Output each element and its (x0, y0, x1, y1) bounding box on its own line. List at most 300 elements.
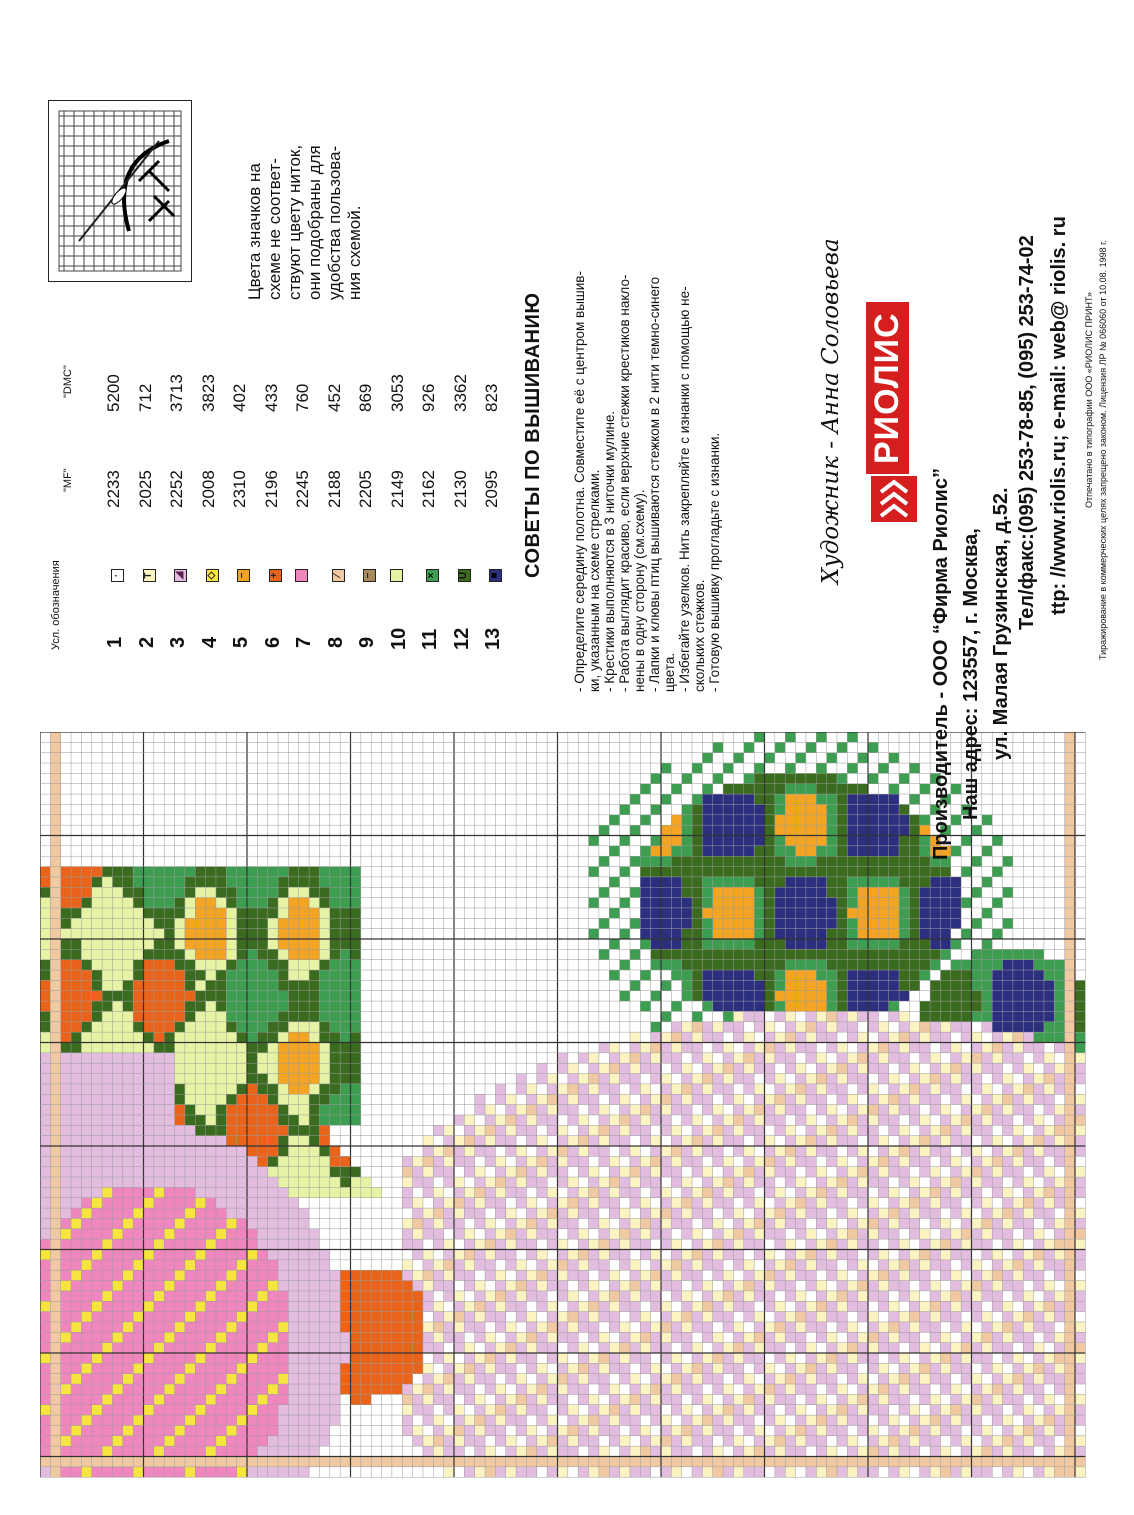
stitch-cell (1075, 1032, 1085, 1042)
stitch-cell (1065, 1291, 1075, 1301)
stitch-cell (1065, 908, 1075, 918)
stitch-cell (71, 1343, 81, 1353)
stitch-cell (847, 1332, 857, 1342)
stitch-cell (433, 1312, 443, 1322)
stitch-cell (589, 887, 599, 897)
stitch-cell (206, 1011, 216, 1021)
stitch-cell (889, 939, 899, 949)
stitch-cell (71, 1301, 81, 1311)
stitch-cell (733, 1084, 743, 1094)
stitch-cell (1003, 1291, 1013, 1301)
stitch-cell (330, 898, 340, 908)
stitch-cell (475, 1250, 485, 1260)
stitch-cell (630, 794, 640, 804)
stitch-cell (1065, 773, 1075, 783)
stitch-cell (206, 1312, 216, 1322)
stitch-cell (1034, 1270, 1044, 1280)
stitch-cell (247, 1001, 257, 1011)
stitch-cell (1003, 1032, 1013, 1042)
stitch-cell (1003, 1198, 1013, 1208)
stitch-cell (982, 1301, 992, 1311)
stitch-cell (175, 1270, 185, 1280)
stitch-cell (206, 908, 216, 918)
stitch-cell (237, 1343, 247, 1353)
stitch-cell (495, 1177, 505, 1187)
stitch-cell (1003, 1084, 1013, 1094)
stitch-cell (992, 1001, 1002, 1011)
stitch-cell (702, 1208, 712, 1218)
stitch-cell (288, 1167, 298, 1177)
stitch-cell (433, 1291, 443, 1301)
stitch-cell (1065, 1332, 1075, 1342)
stitch-cell (713, 949, 723, 959)
stitch-cell (268, 1363, 278, 1373)
stitch-cell (796, 1167, 806, 1177)
stitch-cell (868, 1053, 878, 1063)
stitch-cell (909, 1229, 919, 1239)
stitch-cell (682, 1374, 692, 1384)
stitch-cell (288, 887, 298, 897)
stitch-cell (123, 908, 133, 918)
stitch-cell (257, 1001, 267, 1011)
stitch-cell (537, 1208, 547, 1218)
stitch-cell (930, 1187, 940, 1197)
stitch-cell (195, 1156, 205, 1166)
stitch-cell (909, 846, 919, 856)
stitch-cell (257, 908, 267, 918)
stitch-cell (226, 887, 236, 897)
stitch-cell (226, 1374, 236, 1384)
stitch-cell (92, 1105, 102, 1115)
stitch-cell (216, 1353, 226, 1363)
stitch-cell (1065, 1001, 1075, 1011)
stitch-cell (744, 991, 754, 1001)
stitch-cell (837, 1187, 847, 1197)
stitch-cell (951, 1187, 961, 1197)
stitch-cell (961, 1053, 971, 1063)
stitch-cell (81, 1343, 91, 1353)
stitch-cell (154, 1301, 164, 1311)
stitch-cell (164, 1063, 174, 1073)
stitch-cell (744, 939, 754, 949)
stitch-cell (640, 1229, 650, 1239)
stitch-cell (516, 1229, 526, 1239)
stitch-cell (81, 1394, 91, 1404)
stitch-cell (226, 1291, 236, 1301)
stitch-cell (475, 1239, 485, 1249)
stitch-cell (827, 1167, 837, 1177)
stitch-cell (620, 991, 630, 1001)
stitch-cell (930, 1229, 940, 1239)
stitch-cell (40, 1146, 50, 1156)
stitch-cell (868, 1156, 878, 1166)
stitch-cell (889, 1384, 899, 1394)
stitch-cell (868, 836, 878, 846)
stitch-cell (868, 1229, 878, 1239)
stitch-cell (889, 1363, 899, 1373)
stitch-cell (81, 970, 91, 980)
stitch-cell (133, 929, 143, 939)
stitch-cell (651, 1032, 661, 1042)
stitch-cell (1034, 1250, 1044, 1260)
stitch-cell (164, 1001, 174, 1011)
stitch-cell (827, 1343, 837, 1353)
stitch-cell (485, 1374, 495, 1384)
stitch-cell (816, 1394, 826, 1404)
stitch-cell (837, 1384, 847, 1394)
stitch-cell (733, 794, 743, 804)
stitch-cell (889, 1094, 899, 1104)
stitch-cell (226, 1063, 236, 1073)
stitch-cell (288, 1043, 298, 1053)
stitch-cell (589, 856, 599, 866)
stitch-cell (319, 991, 329, 1001)
stitch-cell (620, 1094, 630, 1104)
stitch-cell (1013, 1384, 1023, 1394)
stitch-cell (972, 1198, 982, 1208)
stitch-cell (185, 1312, 195, 1322)
stitch-cell (878, 1177, 888, 1187)
stitch-cell (733, 1011, 743, 1021)
stitch-cell (392, 1301, 402, 1311)
stitch-cell (123, 1312, 133, 1322)
stitch-cell (475, 1312, 485, 1322)
stitch-cell (920, 856, 930, 866)
stitch-cell (216, 1260, 226, 1270)
stitch-cell (164, 1011, 174, 1021)
stitch-cell (154, 1353, 164, 1363)
stitch-cell (599, 960, 609, 970)
stitch-cell (92, 1239, 102, 1249)
stitch-cell (319, 1187, 329, 1197)
stitch-cell (1065, 1343, 1075, 1353)
stitch-cell (930, 1239, 940, 1249)
stitch-cell (806, 908, 816, 918)
stitch-cell (765, 1281, 775, 1291)
stitch-cell (723, 960, 733, 970)
stitch-cell (237, 1312, 247, 1322)
stitch-cell (361, 1291, 371, 1301)
stitch-cell (620, 1301, 630, 1311)
stitch-cell (744, 1394, 754, 1404)
stitch-cell (216, 1146, 226, 1156)
stitch-cell (733, 1177, 743, 1187)
stitch-cell (961, 898, 971, 908)
stitch-cell (847, 1198, 857, 1208)
stitch-cell (144, 908, 154, 918)
stitch-cell (847, 1229, 857, 1239)
stitch-cell (112, 1291, 122, 1301)
stitch-cell (319, 980, 329, 990)
stitch-cell (785, 1136, 795, 1146)
stitch-cell (940, 867, 950, 877)
stitch-cell (185, 1146, 195, 1156)
stitch-cell (1065, 991, 1075, 1001)
stitch-cell (1044, 1094, 1054, 1104)
stitch-cell (972, 939, 982, 949)
stitch-cell (102, 1332, 112, 1342)
stitch-cell (858, 1053, 868, 1063)
stitch-cell (754, 732, 764, 742)
stitch-cell (1023, 1332, 1033, 1342)
stitch-cell (744, 1043, 754, 1053)
stitch-cell (558, 1084, 568, 1094)
stitch-cell (278, 1260, 288, 1270)
stitch-cell (827, 898, 837, 908)
stitch-cell (81, 1312, 91, 1322)
stitch-cell (992, 1187, 1002, 1197)
stitch-cell (620, 1384, 630, 1394)
stitch-cell (661, 1353, 671, 1363)
stitch-cell (620, 939, 630, 949)
stitch-cell (340, 1332, 350, 1342)
stitch-cell (785, 1353, 795, 1363)
stitch-cell (920, 815, 930, 825)
stitch-cell (827, 1094, 837, 1104)
stitch-cell (599, 929, 609, 939)
stitch-cell (661, 1136, 671, 1146)
stitch-cell (1013, 1125, 1023, 1135)
stitch-cell (961, 1084, 971, 1094)
stitch-cell (61, 1022, 71, 1032)
stitch-cell (495, 1156, 505, 1166)
stitch-cell (806, 1146, 816, 1156)
stitch-cell (216, 970, 226, 980)
stitch-cell (754, 784, 764, 794)
stitch-cell (682, 1125, 692, 1135)
stitch-cell (206, 1156, 216, 1166)
stitch-cell (868, 1239, 878, 1249)
stitch-cell (506, 1281, 516, 1291)
stitch-cell (692, 1384, 702, 1394)
stitch-cell (972, 1136, 982, 1146)
stitch-cell (257, 1063, 267, 1073)
stitch-cell (299, 1218, 309, 1228)
stitch-cell (640, 1250, 650, 1260)
stitch-cell (640, 1053, 650, 1063)
stitch-cell (268, 1281, 278, 1291)
stitch-cell (340, 970, 350, 980)
stitch-cell (1065, 1146, 1075, 1156)
stitch-cell (340, 949, 350, 959)
stitch-cell (733, 1353, 743, 1363)
stitch-cell (640, 1363, 650, 1373)
stitch-cell (423, 1312, 433, 1322)
stitch-cell (268, 1011, 278, 1021)
stitch-cell (361, 1384, 371, 1394)
stitch-cell (972, 1281, 982, 1291)
stitch-cell (868, 1260, 878, 1270)
stitch-cell (340, 1043, 350, 1053)
stitch-cell (226, 991, 236, 1001)
stitch-cell (920, 1384, 930, 1394)
stitch-cell (237, 970, 247, 980)
stitch-cell (765, 1312, 775, 1322)
stitch-cell (640, 991, 650, 1001)
stitch-cell (40, 980, 50, 990)
stitch-cell (402, 1270, 412, 1280)
stitch-cell (920, 918, 930, 928)
stitch-cell (692, 825, 702, 835)
stitch-cell (268, 980, 278, 990)
stitch-cell (651, 1218, 661, 1228)
stitch-cell (671, 1270, 681, 1280)
stitch-cell (340, 939, 350, 949)
stitch-cell (154, 1011, 164, 1021)
stitch-cell (247, 1394, 257, 1404)
stitch-cell (485, 1250, 495, 1260)
stitch-cell (713, 1115, 723, 1125)
stitch-cell (682, 929, 692, 939)
stitch-cell (816, 877, 826, 887)
stitch-cell (92, 1063, 102, 1073)
stitch-cell (309, 1136, 319, 1146)
stitch-cell (216, 1156, 226, 1166)
stitch-cell (671, 1343, 681, 1353)
stitch-cell (1054, 1177, 1064, 1187)
stitch-cell (299, 1384, 309, 1394)
stitch-cell (185, 1136, 195, 1146)
stitch-cell (878, 1270, 888, 1280)
stitch-cell (1003, 1312, 1013, 1322)
stitch-cell (806, 1260, 816, 1270)
stitch-cell (206, 1353, 216, 1363)
stitch-cell (1075, 1136, 1085, 1146)
stitch-cell (847, 1394, 857, 1404)
stitch-cell (909, 804, 919, 814)
stitch-cell (288, 1001, 298, 1011)
stitch-cell (909, 1094, 919, 1104)
stitch-cell (620, 1167, 630, 1177)
stitch-cell (1075, 1187, 1085, 1197)
stitch-cell (713, 918, 723, 928)
stitch-cell (744, 1022, 754, 1032)
stitch-cell (413, 1301, 423, 1311)
stitch-cell (765, 1270, 775, 1280)
stitch-cell (537, 1363, 547, 1373)
stitch-cell (1023, 1146, 1033, 1156)
stitch-cell (578, 1312, 588, 1322)
stitch-cell (226, 939, 236, 949)
stitch-cell (568, 1053, 578, 1063)
stitch-cell (692, 1105, 702, 1115)
stitch-cell (671, 1250, 681, 1260)
stitch-cell (61, 929, 71, 939)
stitch-cell (102, 1218, 112, 1228)
stitch-cell (133, 1084, 143, 1094)
stitch-cell (671, 949, 681, 959)
stitch-cell (112, 1312, 122, 1322)
stitch-cell (164, 1322, 174, 1332)
stitch-cell (81, 1281, 91, 1291)
stitch-cell (982, 1094, 992, 1104)
stitch-cell (961, 1156, 971, 1166)
stitch-cell (620, 856, 630, 866)
stitch-cell (868, 1218, 878, 1228)
stitch-cell (71, 1094, 81, 1104)
stitch-cell (61, 1270, 71, 1280)
stitch-cell (1065, 1084, 1075, 1094)
stitch-cell (785, 1229, 795, 1239)
stitch-cell (785, 970, 795, 980)
stitch-cell (61, 960, 71, 970)
stitch-cell (237, 1353, 247, 1363)
stitch-cell (50, 1094, 60, 1104)
stitch-cell (1013, 1146, 1023, 1156)
stitch-cell (754, 929, 764, 939)
stitch-cell (237, 1063, 247, 1073)
stitch-cell (982, 1198, 992, 1208)
stitch-cell (257, 1363, 267, 1373)
stitch-cell (226, 908, 236, 918)
stitch-cell (1054, 1281, 1064, 1291)
stitch-cell (309, 1043, 319, 1053)
stitch-cell (827, 815, 837, 825)
stitch-cell (247, 1384, 257, 1394)
stitch-cell (899, 877, 909, 887)
stitch-cell (951, 1063, 961, 1073)
stitch-cell (899, 784, 909, 794)
stitch-cell (920, 1187, 930, 1197)
stitch-cell (609, 1239, 619, 1249)
stitch-cell (506, 1384, 516, 1394)
stitch-cell (278, 980, 288, 990)
stitch-cell (226, 1312, 236, 1322)
stitch-cell (661, 1208, 671, 1218)
stitch-cell (81, 1094, 91, 1104)
stitch-cell (50, 960, 60, 970)
stitch-cell (226, 877, 236, 887)
stitch-cell (547, 1353, 557, 1363)
stitch-cell (868, 804, 878, 814)
stitch-cell (671, 1291, 681, 1301)
stitch-cell (330, 1291, 340, 1301)
stitch-cell (154, 1374, 164, 1384)
stitch-cell (92, 1384, 102, 1394)
stitch-cell (71, 1363, 81, 1373)
stitch-cell (495, 1094, 505, 1104)
stitch-cell (568, 1281, 578, 1291)
stitch-cell (858, 1394, 868, 1404)
stitch-cell (651, 1312, 661, 1322)
stitch-cell (1013, 1115, 1023, 1125)
stitch-cell (785, 1260, 795, 1270)
stitch-cell (640, 1332, 650, 1342)
stitch-cell (475, 1115, 485, 1125)
stitch-cell (50, 763, 60, 773)
stitch-cell (92, 1094, 102, 1104)
stitch-cell (444, 1250, 454, 1260)
stitch-cell (278, 1094, 288, 1104)
stitch-cell (682, 1105, 692, 1115)
stitch-cell (112, 1208, 122, 1218)
stitch-cell (671, 1053, 681, 1063)
stitch-cell (112, 1187, 122, 1197)
stitch-cell (754, 867, 764, 877)
stitch-cell (123, 1260, 133, 1270)
stitch-cell (330, 887, 340, 897)
stitch-cell (40, 960, 50, 970)
stitch-cell (972, 1218, 982, 1228)
stitch-cell (920, 1229, 930, 1239)
stitch-cell (992, 846, 1002, 856)
stitch-cell (599, 1146, 609, 1156)
stitch-cell (982, 1011, 992, 1021)
stitch-cell (112, 980, 122, 990)
stitch-cell (340, 980, 350, 990)
stitch-cell (827, 1022, 837, 1032)
stitch-cell (765, 1156, 775, 1166)
